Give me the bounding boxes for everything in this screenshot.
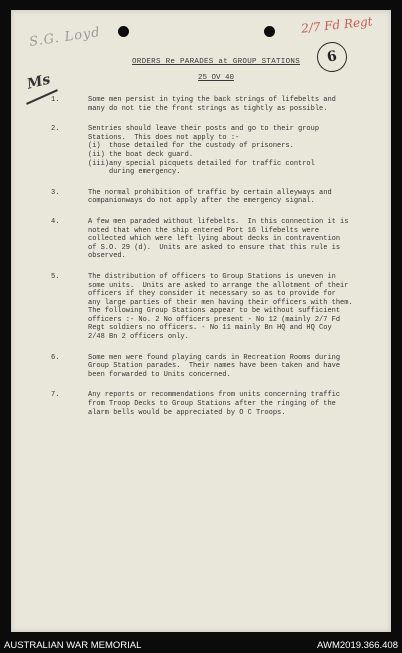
item-text <box>88 273 363 342</box>
item-number: 5. <box>51 272 60 281</box>
item-text-line: Some men were found playing cards in Recreation Rooms during <box>88 353 341 362</box>
item-text-line: Stations. This does not apply to :- <box>88 133 240 142</box>
item-text-line: collected which were left lying about decks in contravention <box>88 235 341 244</box>
item-text-line: (ii) the boat deck guard. <box>88 150 194 159</box>
item-text-line: (i) those detailed for the custody of prisoners. <box>88 142 294 151</box>
item-text-line: alarm bells would be appreciated by O C Troops. <box>88 408 286 417</box>
item-text-line: The distribution of officers to Group Stations is uneven in <box>88 272 336 281</box>
item-text-line: The following Group Stations appear to be without sufficient <box>88 307 341 316</box>
item-text <box>88 218 363 261</box>
item-text-line: noted that when the ship entered Port 16 lifebelts were <box>88 226 320 235</box>
item-text-line: officers :- No. 2 No officers present - No 12 (mainly 2/7 Fd <box>88 315 341 324</box>
handwritten-annotation-top-left: S.G. Loyd <box>28 25 102 50</box>
item-text <box>88 96 363 113</box>
item-text-line: The normal prohibition of traffic by certain alleyways and <box>88 188 332 197</box>
item-text-line: companionways do not apply after the emergency signal. <box>88 197 315 206</box>
item-text-line: Any reports or recommendations from units concerning traffic <box>88 391 341 400</box>
punch-hole <box>264 26 275 37</box>
item-text-line: from Troop Decks to Group Stations after the ringing of the <box>88 400 336 409</box>
numbered-items-list <box>51 96 363 429</box>
footer-accession-number: AWM2019.366.408 <box>317 640 398 651</box>
item-text-line: officers if they consider it necessary so as to provide for <box>88 290 336 299</box>
item-text-line: been forwarded to Units concerned. <box>88 370 231 379</box>
circled-page-number: 6 <box>315 40 350 75</box>
item-text-line: A few men paraded without lifebelts. In this connection it is <box>88 217 349 226</box>
item-text-line: Group Station parades. Their names have been taken and have <box>88 362 341 371</box>
list-item <box>51 218 363 261</box>
item-number: 1. <box>51 96 60 104</box>
list-item <box>51 96 363 113</box>
list-item <box>51 391 363 417</box>
item-text <box>88 354 363 380</box>
item-number: 4. <box>51 217 60 226</box>
item-number: 7. <box>51 391 60 400</box>
item-text-line: during emergency. <box>88 168 181 177</box>
document-date: 25 OV 40 <box>197 74 234 82</box>
item-number: 2. <box>51 125 60 134</box>
item-text <box>88 391 363 417</box>
item-text-line: 2/48 Bn 2 officers only. <box>88 333 189 342</box>
item-text-line: Sentries should leave their posts and go to their group <box>88 125 320 134</box>
item-text <box>88 125 363 177</box>
item-number: 6. <box>51 353 60 362</box>
item-number: 3. <box>51 188 60 197</box>
item-text-line: of S.O. 29 (d). Units are asked to ensure that this rule is <box>88 243 341 252</box>
item-text-line: many do not tie the front strings as tightly as possible. <box>88 104 328 113</box>
list-item <box>51 273 363 342</box>
archive-footer <box>0 640 402 653</box>
item-text-line: observed. <box>88 252 126 261</box>
document-title: ORDERS Re PARADES at GROUP STATIONS <box>131 58 301 66</box>
footer-institution: AUSTRALIAN WAR MEMORIAL <box>4 640 142 651</box>
item-text-line: Some men persist in tying the back strings of lifebelts and <box>88 96 336 104</box>
handwritten-left-mark: Ms <box>25 71 52 93</box>
item-text-line: (iii)any special picquets detailed for traffic control <box>88 159 315 168</box>
punch-hole <box>118 26 129 37</box>
handwritten-annotation-top-right: 2/7 Fd Regt <box>300 14 374 36</box>
list-item <box>51 125 363 177</box>
list-item <box>51 354 363 380</box>
item-text <box>88 189 363 206</box>
item-text-line: any large parties of their men having their officers with them. <box>88 298 353 307</box>
item-text-line: Regt soldiers no officers. - No 11 mainly Bn HQ and HQ Coy <box>88 324 332 333</box>
item-text-line: some units. Units are asked to arrange the allotment of their <box>88 281 349 290</box>
list-item <box>51 189 363 206</box>
document-page <box>11 10 391 632</box>
